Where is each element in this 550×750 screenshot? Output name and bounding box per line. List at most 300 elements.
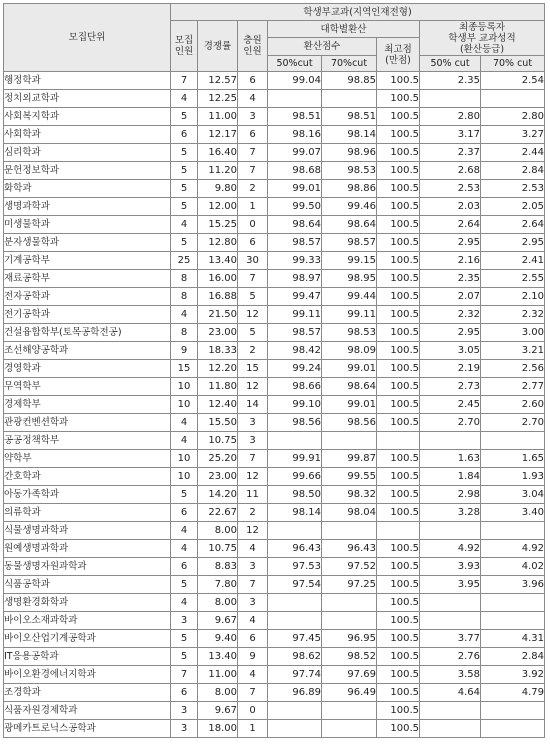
- cell-score-50cut: 96.43: [268, 540, 322, 558]
- cell-score-50cut: 98.57: [268, 234, 322, 252]
- cell-score-70cut: 99.11: [322, 306, 377, 324]
- cell-filled: 6: [238, 126, 268, 144]
- cell-max-score: 100.5: [377, 270, 420, 288]
- cell-score-50cut: [268, 720, 322, 738]
- cell-unit-name: 식품자원경제학과: [4, 702, 171, 720]
- cell-score-70cut: 98.53: [322, 324, 377, 342]
- cell-quota: 5: [171, 234, 198, 252]
- header-score-70cut: 70%cut: [322, 56, 377, 72]
- cell-unit-name: 생명환경화학과: [4, 594, 171, 612]
- cell-unit-name: 전자공학과: [4, 288, 171, 306]
- cell-score-70cut: [322, 720, 377, 738]
- table-row: [4, 324, 545, 342]
- cell-score-70cut: 99.01: [322, 360, 377, 378]
- cell-grade-50cut: 2.35: [420, 72, 481, 90]
- cell-filled: 3: [238, 414, 268, 432]
- cell-grade-70cut: 1.65: [481, 450, 545, 468]
- cell-filled: 4: [238, 90, 268, 108]
- header-conversion: 대학별환산: [268, 21, 420, 38]
- cell-score-70cut: 98.64: [322, 216, 377, 234]
- cell-ratio: 12.25: [198, 90, 238, 108]
- cell-score-70cut: 98.56: [322, 414, 377, 432]
- cell-ratio: 9.80: [198, 180, 238, 198]
- cell-grade-50cut: 2.16: [420, 252, 481, 270]
- cell-score-50cut: 97.54: [268, 576, 322, 594]
- cell-filled: 3: [238, 432, 268, 450]
- cell-grade-50cut: 1.63: [420, 450, 481, 468]
- cell-grade-70cut: [481, 612, 545, 630]
- cell-score-50cut: 98.66: [268, 378, 322, 396]
- cell-ratio: 16.88: [198, 288, 238, 306]
- cell-grade-70cut: [481, 720, 545, 738]
- cell-grade-50cut: 2.98: [420, 486, 481, 504]
- cell-quota: 5: [171, 180, 198, 198]
- cell-score-70cut: 99.44: [322, 288, 377, 306]
- cell-max-score: 100.5: [377, 306, 420, 324]
- cell-grade-50cut: 2.07: [420, 288, 481, 306]
- cell-filled: 11: [238, 486, 268, 504]
- cell-quota: 4: [171, 306, 198, 324]
- cell-score-70cut: 98.95: [322, 270, 377, 288]
- cell-max-score: 100.5: [377, 378, 420, 396]
- cell-grade-70cut: 3.27: [481, 126, 545, 144]
- cell-score-70cut: [322, 612, 377, 630]
- cell-grade-50cut: 2.68: [420, 162, 481, 180]
- cell-grade-70cut: 2.53: [481, 180, 545, 198]
- cell-grade-70cut: [481, 432, 545, 450]
- cell-grade-50cut: 4.92: [420, 540, 481, 558]
- cell-unit-name: 건설융합학부(토목공학전공): [4, 324, 171, 342]
- cell-score-70cut: 97.69: [322, 666, 377, 684]
- cell-score-70cut: [322, 702, 377, 720]
- cell-grade-70cut: 2.95: [481, 234, 545, 252]
- table-row: [4, 450, 545, 468]
- table-row: [4, 414, 545, 432]
- cell-grade-50cut: 2.53: [420, 180, 481, 198]
- cell-score-50cut: 98.50: [268, 486, 322, 504]
- cell-max-score: [377, 432, 420, 450]
- cell-unit-name: 약학부: [4, 450, 171, 468]
- cell-grade-70cut: 2.41: [481, 252, 545, 270]
- cell-unit-name: 바이오소재과학과: [4, 612, 171, 630]
- cell-max-score: 100.5: [377, 72, 420, 90]
- cell-max-score: 100.5: [377, 234, 420, 252]
- cell-max-score: 100.5: [377, 360, 420, 378]
- cell-ratio: 8.83: [198, 558, 238, 576]
- table-row: [4, 576, 545, 594]
- header-final-line3: (환산등급): [459, 43, 505, 55]
- cell-grade-50cut: 2.45: [420, 396, 481, 414]
- cell-score-50cut: [268, 432, 322, 450]
- cell-filled: 1: [238, 720, 268, 738]
- cell-filled: 2: [238, 342, 268, 360]
- cell-ratio: 25.20: [198, 450, 238, 468]
- cell-score-50cut: 98.64: [268, 216, 322, 234]
- cell-quota: 4: [171, 594, 198, 612]
- cell-ratio: 10.75: [198, 540, 238, 558]
- cell-score-70cut: 98.04: [322, 504, 377, 522]
- table-row: [4, 198, 545, 216]
- cell-score-70cut: 99.55: [322, 468, 377, 486]
- cell-ratio: 15.50: [198, 414, 238, 432]
- table-row: [4, 468, 545, 486]
- cell-filled: 3: [238, 594, 268, 612]
- cell-grade-70cut: 2.32: [481, 306, 545, 324]
- cell-grade-50cut: 2.95: [420, 324, 481, 342]
- cell-score-50cut: 99.24: [268, 360, 322, 378]
- cell-ratio: 23.00: [198, 324, 238, 342]
- cell-score-50cut: 97.74: [268, 666, 322, 684]
- table-row: [4, 684, 545, 702]
- cell-grade-50cut: 1.84: [420, 468, 481, 486]
- cell-score-70cut: 98.14: [322, 126, 377, 144]
- cell-filled: 14: [238, 396, 268, 414]
- cell-filled: 5: [238, 324, 268, 342]
- cell-max-score: 100.5: [377, 630, 420, 648]
- cell-unit-name: 사회복지학과: [4, 108, 171, 126]
- cell-unit-name: 바이오환경에너지학과: [4, 666, 171, 684]
- cell-score-50cut: 98.51: [268, 108, 322, 126]
- cell-score-50cut: 98.68: [268, 162, 322, 180]
- cell-quota: 10: [171, 396, 198, 414]
- cell-quota: 3: [171, 612, 198, 630]
- cell-filled: 2: [238, 180, 268, 198]
- cell-score-50cut: [268, 702, 322, 720]
- cell-max-score: 100.5: [377, 558, 420, 576]
- cell-unit-name: 문헌정보학과: [4, 162, 171, 180]
- cell-grade-70cut: 4.92: [481, 540, 545, 558]
- cell-score-70cut: 99.87: [322, 450, 377, 468]
- cell-score-70cut: 98.51: [322, 108, 377, 126]
- cell-max-score: 100.5: [377, 216, 420, 234]
- cell-score-50cut: 98.14: [268, 504, 322, 522]
- cell-score-70cut: 98.86: [322, 180, 377, 198]
- cell-quota: 5: [171, 486, 198, 504]
- cell-score-70cut: [322, 90, 377, 108]
- cell-quota: 7: [171, 72, 198, 90]
- cell-max-score: 100.5: [377, 450, 420, 468]
- table-row: [4, 144, 545, 162]
- cell-score-70cut: 98.09: [322, 342, 377, 360]
- cell-score-70cut: 97.25: [322, 576, 377, 594]
- table-row: [4, 702, 545, 720]
- cell-quota: 4: [171, 540, 198, 558]
- cell-unit-name: 원예생명과학과: [4, 540, 171, 558]
- cell-max-score: 100.5: [377, 468, 420, 486]
- cell-score-50cut: 98.16: [268, 126, 322, 144]
- cell-quota: 8: [171, 288, 198, 306]
- header-unit: 모집단위: [4, 4, 171, 72]
- cell-max-score: 100.5: [377, 594, 420, 612]
- cell-filled: 5: [238, 288, 268, 306]
- cell-ratio: 12.57: [198, 72, 238, 90]
- header-score-50cut: 50%cut: [268, 56, 322, 72]
- cell-score-50cut: 99.47: [268, 288, 322, 306]
- cell-grade-70cut: [481, 522, 545, 540]
- table-row: [4, 306, 545, 324]
- cell-grade-70cut: 2.44: [481, 144, 545, 162]
- cell-max-score: 100.5: [377, 684, 420, 702]
- table-row: [4, 270, 545, 288]
- header-final-grade: [420, 21, 545, 56]
- cell-max-score: 100.5: [377, 180, 420, 198]
- cell-quota: 15: [171, 360, 198, 378]
- cell-filled: 3: [238, 108, 268, 126]
- cell-ratio: 22.67: [198, 504, 238, 522]
- cell-unit-name: 행정학과: [4, 72, 171, 90]
- header-grade-70cut: 70% cut: [481, 56, 545, 72]
- table-row: [4, 360, 545, 378]
- table-row: [4, 108, 545, 126]
- table-row: [4, 648, 545, 666]
- cell-grade-50cut: 2.70: [420, 414, 481, 432]
- cell-score-70cut: 98.32: [322, 486, 377, 504]
- cell-ratio: 13.40: [198, 648, 238, 666]
- cell-score-70cut: 99.46: [322, 198, 377, 216]
- cell-max-score: 100.5: [377, 414, 420, 432]
- cell-unit-name: IT응용공학과: [4, 648, 171, 666]
- cell-ratio: 12.80: [198, 234, 238, 252]
- header-conversion-score: 환산점수: [268, 38, 377, 56]
- table-row: [4, 342, 545, 360]
- cell-unit-name: 광메카트로닉스공학과: [4, 720, 171, 738]
- cell-unit-name: 화학과: [4, 180, 171, 198]
- table-row: [4, 486, 545, 504]
- cell-score-50cut: 99.10: [268, 396, 322, 414]
- cell-filled: 7: [238, 450, 268, 468]
- cell-grade-50cut: [420, 612, 481, 630]
- cell-score-50cut: 97.45: [268, 630, 322, 648]
- table-row: [4, 612, 545, 630]
- table-row: [4, 72, 545, 90]
- cell-grade-50cut: 2.95: [420, 234, 481, 252]
- cell-unit-name: 전기공학과: [4, 306, 171, 324]
- cell-filled: 4: [238, 540, 268, 558]
- cell-grade-50cut: 3.77: [420, 630, 481, 648]
- cell-quota: 8: [171, 324, 198, 342]
- cell-max-score: 100.5: [377, 702, 420, 720]
- cell-unit-name: 생명과학과: [4, 198, 171, 216]
- cell-unit-name: 경영학과: [4, 360, 171, 378]
- cell-max-score: 100.5: [377, 126, 420, 144]
- cell-grade-70cut: 2.60: [481, 396, 545, 414]
- cell-grade-70cut: 3.21: [481, 342, 545, 360]
- cell-filled: 30: [238, 252, 268, 270]
- cell-quota: 10: [171, 450, 198, 468]
- cell-grade-70cut: 2.84: [481, 648, 545, 666]
- cell-max-score: 100.5: [377, 648, 420, 666]
- table-row: [4, 558, 545, 576]
- cell-filled: 0: [238, 216, 268, 234]
- cell-grade-50cut: 4.64: [420, 684, 481, 702]
- cell-quota: 25: [171, 252, 198, 270]
- cell-score-70cut: 98.52: [322, 648, 377, 666]
- cell-unit-name: 미생물학과: [4, 216, 171, 234]
- cell-max-score: 100.5: [377, 90, 420, 108]
- cell-quota: 7: [171, 666, 198, 684]
- cell-grade-70cut: 4.31: [481, 630, 545, 648]
- cell-grade-50cut: 2.80: [420, 108, 481, 126]
- cell-ratio: 13.40: [198, 252, 238, 270]
- cell-quota: 9: [171, 342, 198, 360]
- cell-score-70cut: [322, 522, 377, 540]
- cell-ratio: 9.67: [198, 702, 238, 720]
- table-row: [4, 432, 545, 450]
- cell-score-70cut: 97.52: [322, 558, 377, 576]
- cell-ratio: 11.00: [198, 666, 238, 684]
- cell-ratio: 12.17: [198, 126, 238, 144]
- cell-quota: 5: [171, 162, 198, 180]
- cell-grade-70cut: 2.54: [481, 72, 545, 90]
- cell-quota: 6: [171, 504, 198, 522]
- cell-unit-name: 무역학부: [4, 378, 171, 396]
- cell-grade-50cut: 2.35: [420, 270, 481, 288]
- cell-score-70cut: 98.96: [322, 144, 377, 162]
- table-row: [4, 288, 545, 306]
- cell-score-50cut: 99.07: [268, 144, 322, 162]
- cell-filled: 6: [238, 72, 268, 90]
- cell-filled: 7: [238, 684, 268, 702]
- cell-grade-50cut: 3.93: [420, 558, 481, 576]
- table-header: [4, 4, 545, 72]
- cell-max-score: [377, 522, 420, 540]
- cell-filled: 12: [238, 522, 268, 540]
- cell-score-70cut: 96.43: [322, 540, 377, 558]
- cell-score-50cut: 99.91: [268, 450, 322, 468]
- cell-score-50cut: [268, 522, 322, 540]
- cell-grade-50cut: 3.95: [420, 576, 481, 594]
- header-final-line1: 최종등록자: [459, 21, 505, 33]
- cell-ratio: 21.50: [198, 306, 238, 324]
- cell-score-50cut: 97.53: [268, 558, 322, 576]
- cell-score-50cut: 98.57: [268, 324, 322, 342]
- cell-score-50cut: [268, 612, 322, 630]
- cell-grade-50cut: 3.05: [420, 342, 481, 360]
- cell-grade-70cut: 2.55: [481, 270, 545, 288]
- cell-max-score: 100.5: [377, 396, 420, 414]
- cell-score-70cut: [322, 432, 377, 450]
- cell-max-score: 100.5: [377, 612, 420, 630]
- admission-results-table: [3, 3, 545, 738]
- cell-score-70cut: 99.15: [322, 252, 377, 270]
- cell-ratio: 8.00: [198, 594, 238, 612]
- header-ratio: 경쟁률: [198, 21, 238, 72]
- cell-quota: 3: [171, 702, 198, 720]
- cell-grade-70cut: 4.79: [481, 684, 545, 702]
- cell-max-score: 100.5: [377, 486, 420, 504]
- cell-max-score: 100.5: [377, 666, 420, 684]
- cell-grade-70cut: [481, 702, 545, 720]
- cell-ratio: 14.20: [198, 486, 238, 504]
- cell-score-70cut: 98.53: [322, 162, 377, 180]
- cell-filled: 0: [238, 702, 268, 720]
- table-row: [4, 630, 545, 648]
- header-quota: 모집 인원: [171, 21, 198, 72]
- cell-score-50cut: 99.04: [268, 72, 322, 90]
- cell-quota: 4: [171, 432, 198, 450]
- cell-grade-70cut: 3.00: [481, 324, 545, 342]
- cell-quota: 8: [171, 270, 198, 288]
- cell-ratio: 16.40: [198, 144, 238, 162]
- table-row: [4, 234, 545, 252]
- cell-filled: 4: [238, 612, 268, 630]
- cell-score-50cut: 99.11: [268, 306, 322, 324]
- cell-unit-name: 식물생명과학과: [4, 522, 171, 540]
- cell-max-score: 100.5: [377, 540, 420, 558]
- cell-filled: 1: [238, 198, 268, 216]
- cell-grade-70cut: 3.96: [481, 576, 545, 594]
- cell-ratio: 10.75: [198, 432, 238, 450]
- cell-quota: 5: [171, 144, 198, 162]
- cell-grade-50cut: 2.03: [420, 198, 481, 216]
- cell-quota: 5: [171, 108, 198, 126]
- header-grade-50cut: 50% cut: [420, 56, 481, 72]
- cell-grade-50cut: [420, 720, 481, 738]
- cell-quota: 6: [171, 558, 198, 576]
- cell-unit-name: 경제학부: [4, 396, 171, 414]
- cell-grade-50cut: 2.64: [420, 216, 481, 234]
- cell-filled: 2: [238, 504, 268, 522]
- cell-quota: 4: [171, 90, 198, 108]
- cell-filled: 7: [238, 270, 268, 288]
- cell-max-score: 100.5: [377, 144, 420, 162]
- cell-grade-50cut: 3.17: [420, 126, 481, 144]
- cell-unit-name: 아동가족학과: [4, 486, 171, 504]
- table-row: [4, 504, 545, 522]
- cell-grade-70cut: 2.10: [481, 288, 545, 306]
- cell-grade-70cut: 4.02: [481, 558, 545, 576]
- header-final-line2: 학생부 교과성적: [448, 32, 516, 44]
- cell-filled: 12: [238, 306, 268, 324]
- table-row: [4, 216, 545, 234]
- cell-quota: 5: [171, 648, 198, 666]
- cell-score-70cut: 96.95: [322, 630, 377, 648]
- cell-grade-50cut: 2.73: [420, 378, 481, 396]
- cell-filled: 9: [238, 648, 268, 666]
- cell-ratio: 8.00: [198, 684, 238, 702]
- cell-score-50cut: 99.01: [268, 180, 322, 198]
- cell-ratio: 23.00: [198, 468, 238, 486]
- cell-max-score: 100.5: [377, 342, 420, 360]
- cell-filled: 7: [238, 144, 268, 162]
- cell-score-50cut: 99.66: [268, 468, 322, 486]
- table-row: [4, 666, 545, 684]
- cell-ratio: 9.40: [198, 630, 238, 648]
- cell-quota: 3: [171, 720, 198, 738]
- cell-grade-50cut: 2.76: [420, 648, 481, 666]
- cell-score-50cut: 96.89: [268, 684, 322, 702]
- cell-grade-70cut: 2.80: [481, 108, 545, 126]
- cell-ratio: 11.00: [198, 108, 238, 126]
- cell-quota: 10: [171, 468, 198, 486]
- cell-grade-50cut: [420, 594, 481, 612]
- cell-grade-70cut: 2.64: [481, 216, 545, 234]
- cell-score-50cut: 98.56: [268, 414, 322, 432]
- cell-unit-name: 의류학과: [4, 504, 171, 522]
- cell-grade-50cut: 3.28: [420, 504, 481, 522]
- cell-score-70cut: [322, 594, 377, 612]
- cell-filled: 4: [238, 666, 268, 684]
- cell-unit-name: 관광컨벤션학과: [4, 414, 171, 432]
- table-row: [4, 162, 545, 180]
- cell-unit-name: 분자생물학과: [4, 234, 171, 252]
- cell-max-score: 100.5: [377, 324, 420, 342]
- cell-grade-70cut: 3.92: [481, 666, 545, 684]
- cell-unit-name: 공공정책학부: [4, 432, 171, 450]
- cell-quota: 5: [171, 576, 198, 594]
- table-row: [4, 522, 545, 540]
- cell-unit-name: 재료공학부: [4, 270, 171, 288]
